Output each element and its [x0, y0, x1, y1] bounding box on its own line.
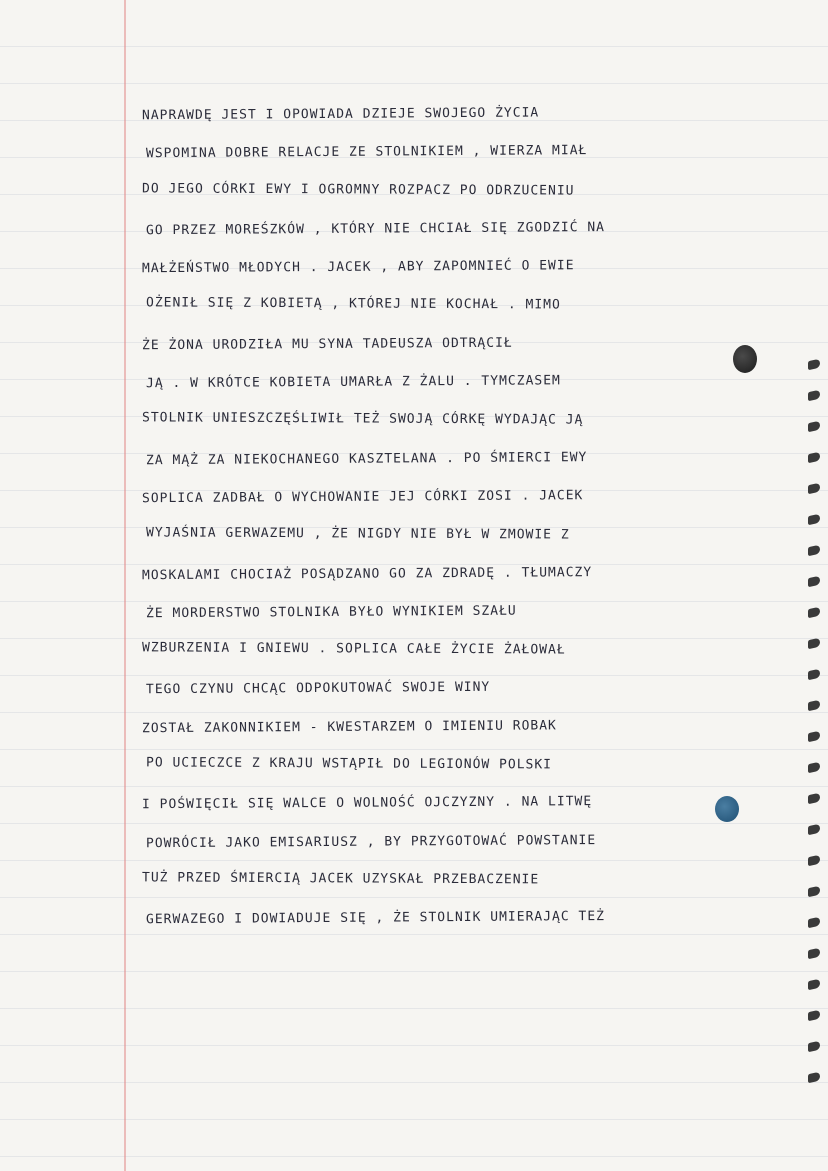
text-line: STOLNIK UNIESZCZĘŚLIWIŁ TEŻ SWOJĄ CÓRKĘ WYDAJĄC JĄ [141, 410, 584, 429]
text-line: SOPLICA ZADBAŁ O WYCHOWANIE JEJ CÓRKI ZOSI . JACEK [141, 488, 584, 507]
text-line: JĄ . W KRÓTCE KOBIETA UMARŁA Z ŻALU . TYMCZASEM [145, 373, 561, 392]
text-line: TUŻ PRZED ŚMIERCIĄ JACEK UZYSKAŁ PRZEBACZENIE [141, 870, 540, 888]
spiral-ring [808, 669, 820, 681]
spiral-ring [808, 948, 820, 960]
text-line: ZA MĄŻ ZA NIEKOCHANEGO KASZTELANA . PO ŚMIERCI EWY [145, 449, 588, 468]
spiral-ring [808, 700, 820, 712]
spiral-ring [808, 762, 820, 774]
spiral-ring [808, 824, 820, 836]
spiral-ring [808, 1010, 820, 1022]
text-line: POWRÓCIŁ JAKO EMISARIUSZ , BY PRZYGOTOWAĆ POWSTANIE [145, 832, 597, 851]
text-line: I POŚWIĘCIŁ SIĘ WALCE O WOLNOŚĆ OJCZYZNY . NA LITWĘ [141, 794, 593, 813]
text-line: DO JEGO CÓRKI EWY I OGROMNY ROZPACZ PO ODRZUCENIU [141, 180, 575, 199]
spiral-ring [808, 421, 820, 433]
spiral-ring [808, 793, 820, 805]
text-line: WZBURZENIA I GNIEWU . SOPLICA CAŁE ŻYCIE ŻAŁOWAŁ [141, 640, 566, 658]
spiral-ring [808, 483, 820, 495]
ink-dot-dark [733, 345, 757, 373]
text-line: OŻENIŁ SIĘ Z KOBIETĄ , KTÓREJ NIE KOCHAŁ . MIMO [145, 295, 561, 314]
spiral-ring [808, 576, 820, 588]
spiral-ring [808, 607, 820, 619]
text-line: NAPRAWDĘ JEST I OPOWIADA DZIEJE SWOJEGO ŻYCIA [141, 105, 540, 124]
spiral-ring [808, 1041, 820, 1053]
spiral-ring [808, 855, 820, 867]
spiral-ring [808, 917, 820, 929]
spiral-ring [808, 638, 820, 650]
text-line: ŻE MORDERSTWO STOLNIKA BYŁO WYNIKIEM SZAŁU [145, 603, 517, 622]
spiral-binding [808, 360, 824, 1104]
spiral-ring [808, 886, 820, 898]
margin-line [124, 0, 126, 1171]
text-line: WYJAŚNIA GERWAZEMU , ŻE NIGDY NIE BYŁ W ZMOWIE Z [145, 525, 570, 543]
spiral-ring [808, 731, 820, 743]
ink-dot-blue [715, 796, 739, 822]
text-line: ZOSTAŁ ZAKONNIKIEM - KWESTARZEM O IMIENIU ROBAK [141, 718, 557, 736]
text-line: MAŁŻEŃSTWO MŁODYCH . JACEK , ABY ZAPOMNIEĆ O EWIE [141, 258, 575, 277]
text-line: ŻE ŻONA URODZIŁA MU SYNA TADEUSZA ODTRĄCIŁ [141, 335, 513, 354]
text-line: PO UCIECZCE Z KRAJU WSTĄPIŁ DO LEGIONÓW POLSKI [145, 755, 553, 773]
spiral-ring [808, 979, 820, 991]
spiral-ring [808, 545, 820, 557]
spiral-ring [808, 359, 820, 371]
spiral-ring [808, 514, 820, 526]
text-line: GO PRZEZ MOREŚZKÓW , KTÓRY NIE CHCIAŁ SIĘ ZGODZIĆ NA [145, 219, 606, 239]
text-line: GERWAZEGO I DOWIADUJE SIĘ , ŻE STOLNIK UMIERAJĄC TEŻ [145, 909, 606, 928]
text-line: TEGO CZYNU CHCĄC ODPOKUTOWAĆ SWOJE WINY [145, 680, 491, 698]
spiral-ring [808, 1072, 820, 1084]
text-line: MOSKALAMI CHOCIAŻ POSĄDZANO GO ZA ZDRADĘ . TŁUMACZY [141, 564, 593, 583]
handwritten-text [142, 95, 782, 938]
text-line: WSPOMINA DOBRE RELACJE ZE STOLNIKIEM , WIERZA MIAŁ [145, 143, 588, 162]
spiral-ring [808, 390, 820, 402]
spiral-ring [808, 452, 820, 464]
